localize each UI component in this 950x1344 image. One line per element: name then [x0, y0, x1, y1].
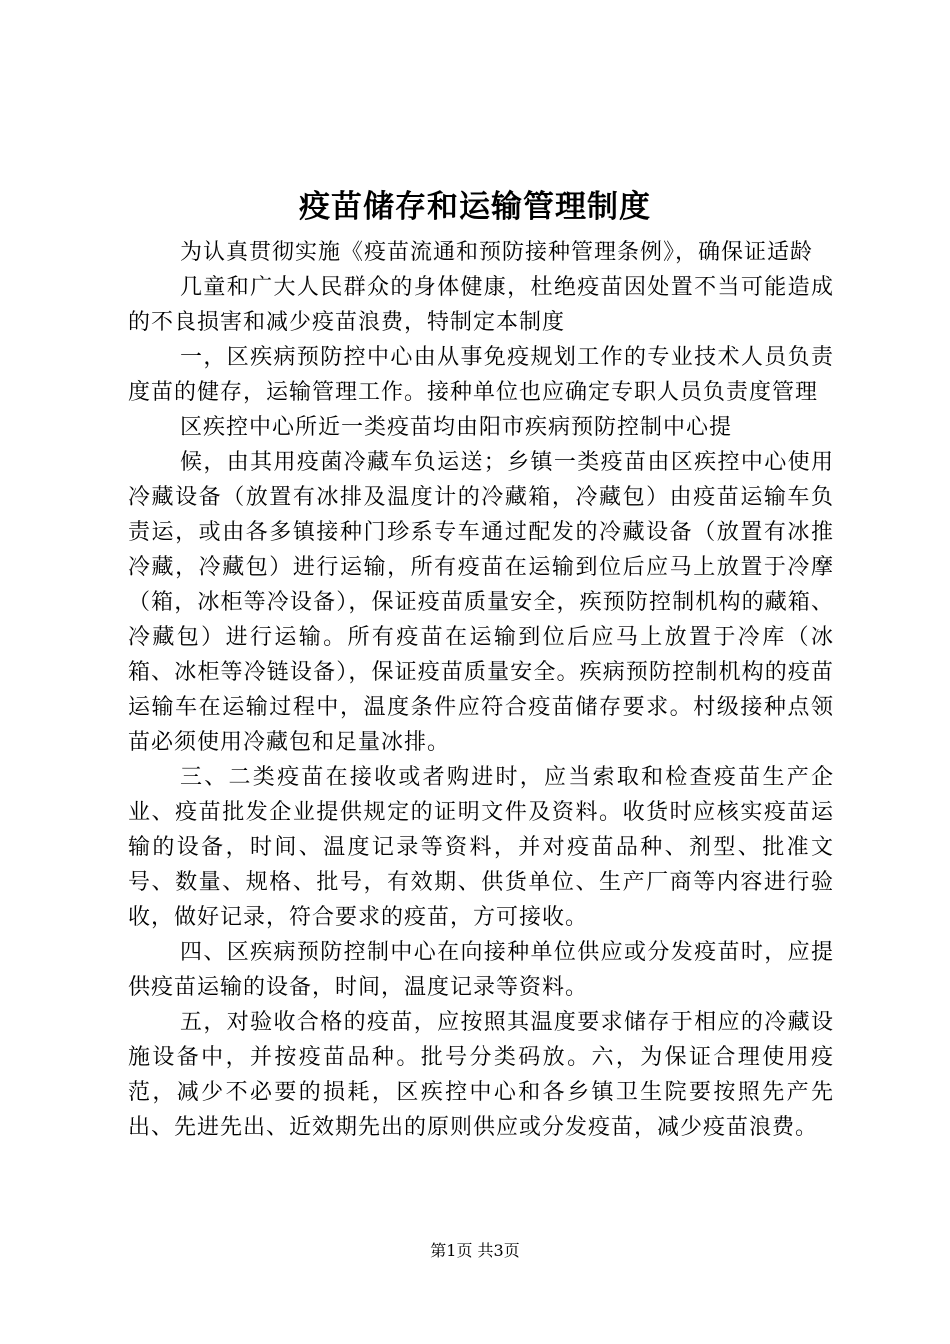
paragraph-section-5-6: 五，对验收合格的疫苗，应按照其温度要求储存于相应的冷藏设施设备中，并按疫苗品种。批号分类码放。六，为保证合理使用疫范，减少不必要的损耗，区疾控中心和各乡镇卫生院要按照先产先出、先进先出、近效期先出的原则供应或分发疫苗，减少疫苗浪费。 — [128, 1010, 834, 1140]
paragraph-supply: 区疾控中心所近一类疫苗均由阳市疾病预防控制中心提 — [180, 415, 733, 440]
document-title: 疫苗储存和运输管理制度 — [299, 189, 651, 225]
paragraph-section-4: 四、区疾病预防控制中心在向接种单位供应或分发疫苗时，应提供疫苗运输的设备，时间，温度记录等资料。 — [128, 940, 834, 1000]
document-body — [128, 235, 834, 1145]
paragraph-section-3: 三、二类疫苗在接收或者购进时，应当索取和检查疫苗生产企业、疫苗批发企业提供规定的证明文件及资料。收货时应核实疫苗运输的设备，时间、温度记录等资料，并对疫苗品种、剂型、批准文号、数量、规格、批号，有效期、供货单位、生产厂商等内容进行验收，做好记录，符合要求的疫苗，方可接收。 — [128, 765, 834, 930]
paragraph-purpose: 几童和广大人民群众的身体健康，杜绝疫苗因处置不当可能造成的不良损害和减少疫苗浪费，特制定本制度 — [128, 275, 834, 335]
paragraph-section-1: 一，区疾病预防控中心由从事免疫规划工作的专业技术人员负责度苗的健存，运输管理工作。接种单位也应确定专职人员负责度管理 — [128, 345, 834, 405]
page-footer: 第1页 共3页 — [430, 1241, 520, 1260]
paragraph-transport: 候，由其用疫菌冷藏车负运送；乡镇一类疫苗由区疾控中心使用冷藏设备（放置有冰排及温度计的冷藏箱，冷藏包）由疫苗运输车负责运，或由各多镇接种门珍系专车通过配发的冷藏设备（放置有冰推冷藏，冷藏包）进行运输，所有疫苗在运输到位后应马上放置于冷摩（箱，冰柜等冷设备），保证疫苗质量安全，疾预防控制机构的藏箱、冷藏包）进行运输。所有疫苗在运输到位后应马上放置于冷库（冰箱、冰柜等冷链设备），保证疫苗质量安全。疾病预防控制机构的疫苗运输车在运输过程中，温度条件应符合疫苗储存要求。村级接种点领苗必须使用冷藏包和足量冰排。 — [128, 450, 834, 755]
paragraph-intro: 为认真贯彻实施《疫苗流通和预防接种管理条例》，确保证适龄 — [180, 240, 814, 265]
